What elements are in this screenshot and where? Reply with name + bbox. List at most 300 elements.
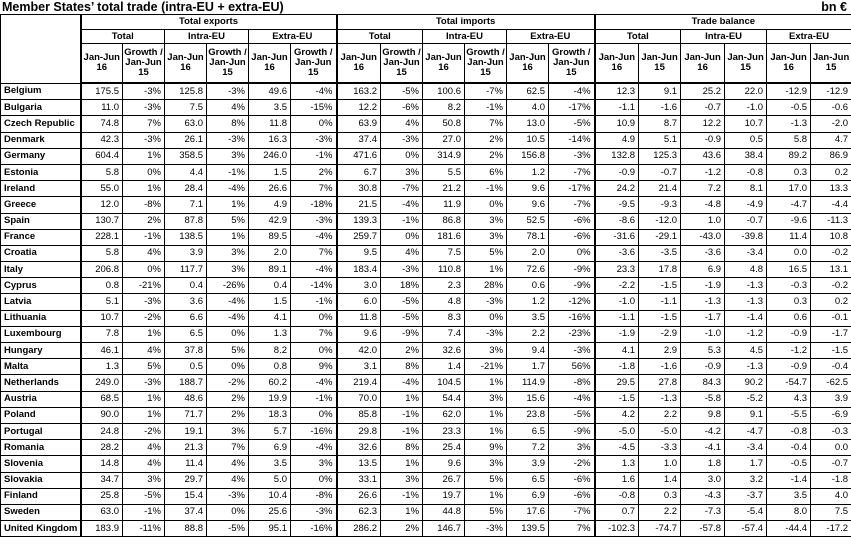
table-cell: 14.8	[81, 456, 123, 472]
table-cell: 1.8	[681, 456, 725, 472]
table-cell: -0.8	[767, 423, 811, 439]
table-cell: 1.3	[595, 456, 639, 472]
table-cell: 0.3	[639, 488, 681, 504]
table-cell: 1.4	[639, 472, 681, 488]
table-cell: 11.8	[337, 310, 381, 326]
table-cell: 1.3	[249, 326, 291, 342]
table-cell: -1.4	[767, 472, 811, 488]
table-cell: 117.7	[165, 262, 207, 278]
table-cell: 68.5	[81, 391, 123, 407]
col-label: Growth / Jan-Jun 15	[207, 44, 249, 84]
country-name: Slovenia	[1, 456, 81, 472]
table-cell: 4.1	[595, 343, 639, 359]
table-cell: 5.0	[249, 472, 291, 488]
table-cell: -9%	[381, 326, 423, 342]
table-cell: -0.1	[811, 310, 851, 326]
table-cell: -3%	[549, 148, 595, 164]
table-cell: 10.8	[811, 229, 851, 245]
table-cell: -3%	[381, 262, 423, 278]
table-cell: 4.9	[595, 132, 639, 148]
table-cell: 1%	[207, 197, 249, 213]
table-cell: -0.9	[767, 359, 811, 375]
table-cell: 0.6	[767, 310, 811, 326]
table-cell: -4%	[207, 181, 249, 197]
table-row	[1, 100, 851, 116]
table-cell: 71.7	[165, 407, 207, 423]
table-cell: 0.7	[595, 504, 639, 520]
table-cell: -4%	[291, 375, 337, 391]
table-cell: -0.9	[767, 326, 811, 342]
table-cell: 46.1	[81, 343, 123, 359]
table-cell: -1%	[381, 423, 423, 439]
table-row	[1, 310, 851, 326]
table-cell: 27.8	[639, 375, 681, 391]
table-cell: 6.7	[337, 164, 381, 180]
table-cell: 9.4	[507, 343, 549, 359]
table-cell: 0%	[123, 262, 165, 278]
subgroup-exports-intra: Intra-EU	[165, 30, 249, 44]
table-cell: -4%	[291, 262, 337, 278]
country-name: Poland	[1, 407, 81, 423]
table-cell: -21%	[123, 278, 165, 294]
table-cell: 0%	[207, 326, 249, 342]
table-cell: 0%	[465, 310, 507, 326]
table-cell: 10.7	[81, 310, 123, 326]
table-cell: 3%	[207, 245, 249, 261]
table-cell: -0.2	[811, 278, 851, 294]
country-name: Austria	[1, 391, 81, 407]
table-row	[1, 521, 851, 537]
table-cell: 249.0	[81, 375, 123, 391]
table-cell: -0.2	[811, 245, 851, 261]
table-cell: 3.5	[249, 456, 291, 472]
table-row	[1, 456, 851, 472]
table-cell: 6.9	[249, 440, 291, 456]
table-row	[1, 488, 851, 504]
table-cell: 7.5	[165, 100, 207, 116]
table-cell: 3%	[381, 164, 423, 180]
table-cell: 13.0	[507, 116, 549, 132]
table-cell: 3.9	[811, 391, 851, 407]
table-cell: 10.4	[249, 488, 291, 504]
table-cell: 13.1	[811, 262, 851, 278]
table-cell: -3%	[123, 294, 165, 310]
table-cell: 9.1	[725, 407, 767, 423]
table-cell: 23.8	[507, 407, 549, 423]
table-cell: -3%	[465, 326, 507, 342]
table-cell: -1.0	[725, 100, 767, 116]
table-cell: 6.5	[507, 423, 549, 439]
table-cell: -1%	[207, 164, 249, 180]
table-cell: 604.4	[81, 148, 123, 164]
table-cell: 0%	[291, 310, 337, 326]
table-cell: -4%	[381, 375, 423, 391]
table-cell: -3.5	[639, 245, 681, 261]
table-row	[1, 326, 851, 342]
table-cell: 0%	[549, 245, 595, 261]
table-cell: 0.2	[811, 164, 851, 180]
table-cell: 26.1	[165, 132, 207, 148]
table-cell: -5.5	[767, 407, 811, 423]
table-cell: -1.0	[595, 294, 639, 310]
table-cell: -2.2	[595, 278, 639, 294]
table-cell: 4.8	[725, 262, 767, 278]
table-cell: 7%	[207, 440, 249, 456]
unit-label: bn €	[821, 0, 847, 14]
table-cell: 3%	[465, 343, 507, 359]
table-cell: -9%	[549, 423, 595, 439]
table-cell: 52.5	[507, 213, 549, 229]
table-cell: -9%	[549, 262, 595, 278]
table-cell: 0.5	[725, 132, 767, 148]
table-cell: 246.0	[249, 148, 291, 164]
table-cell: 7%	[549, 521, 595, 537]
table-cell: 4.0	[811, 488, 851, 504]
table-cell: 49.6	[249, 83, 291, 100]
table-cell: 0%	[207, 359, 249, 375]
table-cell: 7%	[291, 245, 337, 261]
table-cell: 13.5	[337, 456, 381, 472]
table-cell: 33.1	[337, 472, 381, 488]
table-cell: 0%	[291, 407, 337, 423]
table-cell: 1.7	[507, 359, 549, 375]
table-cell: -12.9	[767, 83, 811, 100]
table-cell: 1%	[465, 488, 507, 504]
table-cell: 24.2	[595, 181, 639, 197]
country-name: Spain	[1, 213, 81, 229]
table-row	[1, 116, 851, 132]
table-cell: -1.5	[595, 391, 639, 407]
table-cell: 12.0	[81, 197, 123, 213]
table-cell: -4.5	[595, 440, 639, 456]
title-row	[0, 0, 851, 14]
table-cell: 7.5	[811, 504, 851, 520]
table-cell: 1%	[381, 456, 423, 472]
table-row	[1, 504, 851, 520]
table-row	[1, 197, 851, 213]
table-cell: 7.5	[423, 245, 465, 261]
table-cell: -8%	[549, 375, 595, 391]
table-cell: -2%	[123, 310, 165, 326]
table-cell: 9.6	[507, 181, 549, 197]
country-name: Estonia	[1, 164, 81, 180]
table-cell: -7%	[549, 197, 595, 213]
table-cell: 114.9	[507, 375, 549, 391]
table-cell: 8.0	[767, 504, 811, 520]
table-cell: -7.3	[681, 504, 725, 520]
col-label: Growth / Jan-Jun 15	[381, 44, 423, 84]
table-cell: 5.8	[81, 164, 123, 180]
table-cell: -1%	[465, 100, 507, 116]
table-cell: 48.6	[165, 391, 207, 407]
table-cell: 175.5	[81, 83, 123, 100]
table-cell: 5.1	[639, 132, 681, 148]
table-cell: 1%	[465, 262, 507, 278]
table-cell: -1.8	[811, 472, 851, 488]
table-cell: -17%	[549, 100, 595, 116]
table-cell: 2%	[465, 148, 507, 164]
table-cell: -6%	[549, 213, 595, 229]
table-cell: 90.0	[81, 407, 123, 423]
table-cell: -5%	[207, 521, 249, 537]
table-cell: -3.6	[681, 245, 725, 261]
table-cell: 16.5	[767, 262, 811, 278]
table-cell: 6.9	[681, 262, 725, 278]
table-cell: 6.5	[507, 472, 549, 488]
table-cell: 4.4	[165, 164, 207, 180]
table-cell: 181.6	[423, 229, 465, 245]
subgroup-imports-total: Total	[337, 30, 423, 44]
table-cell: 6.9	[507, 488, 549, 504]
table-cell: -57.4	[725, 521, 767, 537]
table-cell: -1.4	[725, 310, 767, 326]
country-name: Germany	[1, 148, 81, 164]
col-label: Jan-Jun 16	[681, 44, 725, 84]
col-label: Growth / Jan-Jun 15	[291, 44, 337, 84]
country-name: Netherlands	[1, 375, 81, 391]
table-row	[1, 213, 851, 229]
table-cell: -1.9	[681, 278, 725, 294]
table-cell: -7%	[465, 83, 507, 100]
table-cell: 0%	[207, 504, 249, 520]
table-cell: 156.8	[507, 148, 549, 164]
table-cell: 0.0	[811, 440, 851, 456]
table-row	[1, 472, 851, 488]
table-cell: -11%	[123, 521, 165, 537]
table-cell: 6.0	[337, 294, 381, 310]
table-cell: 1.3	[81, 359, 123, 375]
col-label: Jan-Jun 15	[639, 44, 681, 84]
table-cell: -1.2	[767, 343, 811, 359]
table-cell: 19.7	[423, 488, 465, 504]
table-cell: -8%	[123, 197, 165, 213]
table-cell: 28.4	[165, 181, 207, 197]
table-cell: -29.1	[639, 229, 681, 245]
country-name: Denmark	[1, 132, 81, 148]
table-cell: 1%	[465, 375, 507, 391]
table-cell: 2.3	[423, 278, 465, 294]
table-cell: 8.7	[639, 116, 681, 132]
table-cell: -1.5	[811, 343, 851, 359]
table-cell: 4%	[207, 472, 249, 488]
table-cell: -1%	[381, 407, 423, 423]
table-cell: -1%	[291, 148, 337, 164]
table-cell: 11.0	[81, 100, 123, 116]
table-cell: 9.8	[681, 407, 725, 423]
table-cell: -62.5	[811, 375, 851, 391]
table-cell: -5.0	[639, 423, 681, 439]
table-cell: -4%	[291, 83, 337, 100]
table-cell: 0.5	[165, 359, 207, 375]
table-cell: -57.8	[681, 521, 725, 537]
group-header-imports: Total imports	[337, 15, 595, 30]
col-label: Growth / Jan-Jun 15	[549, 44, 595, 84]
col-label: Jan-Jun 16	[595, 44, 639, 84]
table-cell: 0.8	[81, 278, 123, 294]
table-cell: 1%	[123, 148, 165, 164]
country-name: Belgium	[1, 83, 81, 100]
table-cell: 3.2	[725, 472, 767, 488]
table-cell: 4%	[123, 456, 165, 472]
table-cell: 7.8	[81, 326, 123, 342]
table-cell: -2%	[549, 456, 595, 472]
table-row	[1, 83, 851, 100]
subgroup-balance-total: Total	[595, 30, 681, 44]
table-cell: -0.8	[595, 488, 639, 504]
table-cell: 3%	[123, 472, 165, 488]
table-cell: -6%	[549, 488, 595, 504]
table-cell: -3%	[381, 132, 423, 148]
table-cell: -4%	[207, 294, 249, 310]
country-name: Greece	[1, 197, 81, 213]
table-cell: 7.1	[165, 197, 207, 213]
table-cell: 15.6	[507, 391, 549, 407]
table-cell: -1.7	[811, 326, 851, 342]
table-cell: 25.4	[423, 440, 465, 456]
table-cell: -3%	[291, 132, 337, 148]
table-cell: -3.3	[639, 440, 681, 456]
table-row	[1, 245, 851, 261]
country-name: Sweden	[1, 504, 81, 520]
table-cell: -43.0	[681, 229, 725, 245]
table-cell: -1.3	[767, 116, 811, 132]
table-cell: 259.7	[337, 229, 381, 245]
table-cell: -9.6	[767, 213, 811, 229]
table-cell: 56%	[549, 359, 595, 375]
table-cell: 37.8	[165, 343, 207, 359]
table-cell: -1.0	[681, 326, 725, 342]
table-cell: -1.3	[725, 278, 767, 294]
table-cell: 87.8	[165, 213, 207, 229]
table-cell: 2%	[123, 213, 165, 229]
table-cell: -17.2	[811, 521, 851, 537]
table-cell: -4%	[549, 83, 595, 100]
table-cell: 188.7	[165, 375, 207, 391]
table-cell: 25.2	[681, 83, 725, 100]
table-cell: 4%	[207, 100, 249, 116]
table-cell: -4.7	[725, 423, 767, 439]
table-cell: 3%	[381, 472, 423, 488]
table-cell: -31.6	[595, 229, 639, 245]
table-cell: 11.9	[423, 197, 465, 213]
table-cell: 37.4	[337, 132, 381, 148]
col-label: Growth / Jan-Jun 15	[465, 44, 507, 84]
table-cell: 2.2	[639, 407, 681, 423]
table-cell: 6.5	[165, 326, 207, 342]
table-cell: -1.1	[639, 294, 681, 310]
table-cell: -6%	[549, 472, 595, 488]
table-cell: -1%	[381, 213, 423, 229]
table-cell: -5%	[549, 116, 595, 132]
table-cell: -44.4	[767, 521, 811, 537]
table-cell: 8%	[381, 440, 423, 456]
table-cell: 7%	[465, 116, 507, 132]
table-cell: -0.7	[811, 456, 851, 472]
table-cell: 358.5	[165, 148, 207, 164]
table-cell: -1%	[465, 181, 507, 197]
table-cell: -4%	[291, 440, 337, 456]
subgroup-balance-extra: Extra-EU	[767, 30, 851, 44]
table-cell: -1.9	[595, 326, 639, 342]
table-cell: 12.2	[337, 100, 381, 116]
table-cell: -5%	[381, 294, 423, 310]
table-cell: 3.1	[337, 359, 381, 375]
table-cell: -3%	[291, 213, 337, 229]
table-cell: 3.9	[507, 456, 549, 472]
table-cell: -16%	[549, 310, 595, 326]
table-cell: 21.5	[337, 197, 381, 213]
group-header-balance: Trade balance	[595, 15, 851, 30]
table-row	[1, 407, 851, 423]
table-cell: -5.4	[725, 504, 767, 520]
table-cell: 138.5	[165, 229, 207, 245]
table-cell: 1%	[381, 391, 423, 407]
table-cell: 90.2	[725, 375, 767, 391]
country-header	[1, 15, 81, 84]
table-cell: 5%	[465, 472, 507, 488]
table-cell: -3%	[465, 294, 507, 310]
table-cell: 110.8	[423, 262, 465, 278]
table-cell: 17.8	[639, 262, 681, 278]
country-name: Malta	[1, 359, 81, 375]
table-cell: -2.9	[639, 326, 681, 342]
table-cell: 62.0	[423, 407, 465, 423]
table-cell: 1.5	[249, 164, 291, 180]
table-cell: 0%	[291, 343, 337, 359]
col-label: Jan-Jun 16	[423, 44, 465, 84]
table-cell: 183.9	[81, 521, 123, 537]
table-cell: 85.8	[337, 407, 381, 423]
table-cell: -12%	[549, 294, 595, 310]
table-cell: 1.2	[507, 294, 549, 310]
subgroup-balance-intra: Intra-EU	[681, 30, 767, 44]
table-cell: 17.6	[507, 504, 549, 520]
table-cell: -0.3	[767, 278, 811, 294]
col-label: Growth / Jan-Jun 15	[123, 44, 165, 84]
table-cell: 17.0	[767, 181, 811, 197]
table-cell: 78.1	[507, 229, 549, 245]
table-cell: -0.3	[811, 423, 851, 439]
table-cell: 37.4	[165, 504, 207, 520]
table-cell: -18%	[291, 197, 337, 213]
table-row	[1, 375, 851, 391]
table-cell: 206.8	[81, 262, 123, 278]
table-cell: 10.9	[595, 116, 639, 132]
table-cell: 146.7	[423, 521, 465, 537]
table-cell: -1.3	[681, 294, 725, 310]
table-cell: -1.2	[681, 164, 725, 180]
table-cell: -1.3	[639, 391, 681, 407]
table-cell: -8%	[291, 488, 337, 504]
country-name: Cyprus	[1, 278, 81, 294]
table-cell: 23.3	[595, 262, 639, 278]
table-cell: -0.4	[811, 359, 851, 375]
table-cell: 43.6	[681, 148, 725, 164]
table-cell: -11.3	[811, 213, 851, 229]
table-cell: 21.3	[165, 440, 207, 456]
table-cell: 1%	[207, 229, 249, 245]
table-cell: -1%	[123, 229, 165, 245]
table-cell: -0.9	[681, 132, 725, 148]
table-cell: 25.8	[81, 488, 123, 504]
country-name: Luxembourg	[1, 326, 81, 342]
table-cell: 42.3	[81, 132, 123, 148]
country-name: Lithuania	[1, 310, 81, 326]
table-cell: 5%	[207, 343, 249, 359]
table-cell: 11.4	[767, 229, 811, 245]
table-cell: 4%	[381, 116, 423, 132]
table-cell: 1.0	[681, 213, 725, 229]
